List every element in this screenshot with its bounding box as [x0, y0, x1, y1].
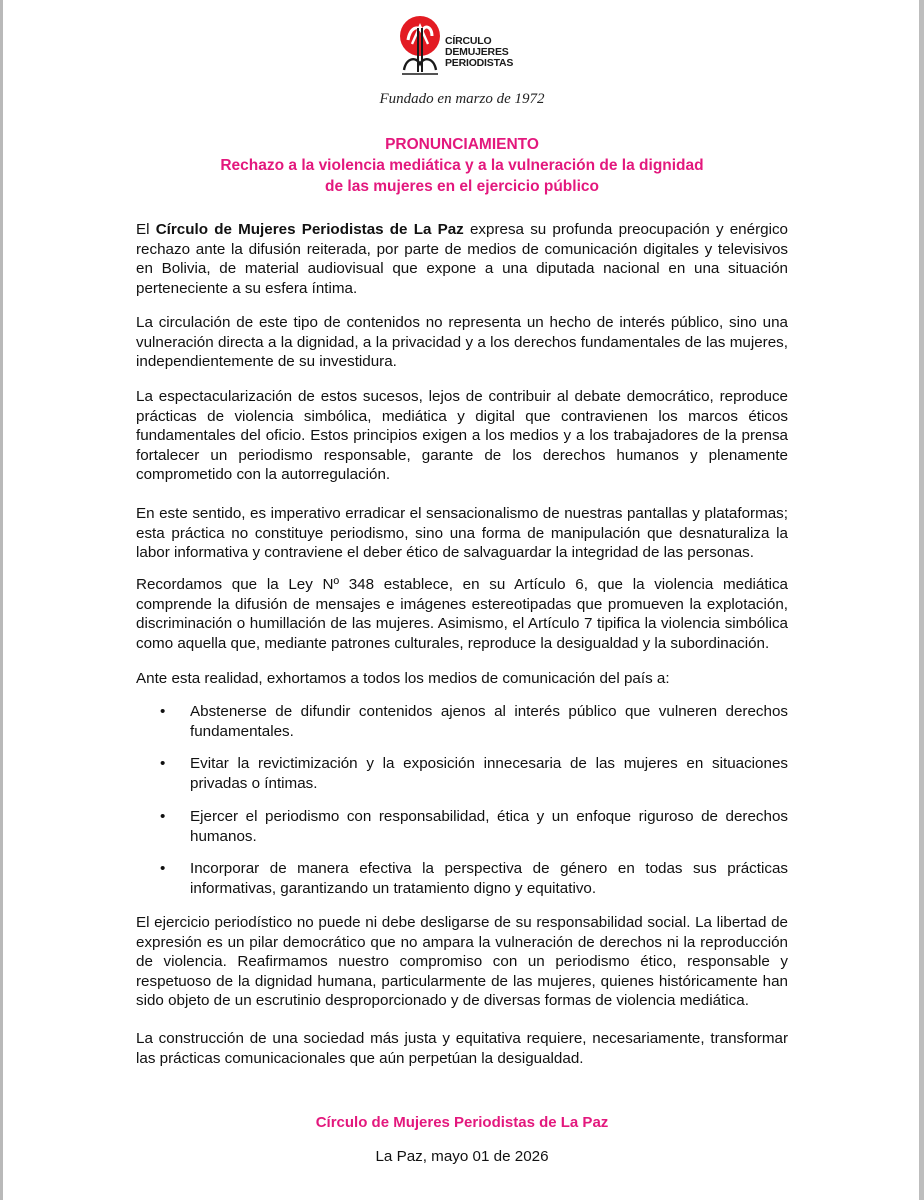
- organization-logo: [398, 14, 548, 84]
- logo-line-1: CÍRCULO: [445, 35, 492, 47]
- paragraph-1-org-name: Círculo de Mujeres Periodistas de La Paz: [155, 221, 464, 238]
- paragraph-3: La espectacularización de estos sucesos, lejos de contribuir al debate democrático, reproduce prácticas de violencia simbólica, mediática y digital que contravienen los marcos éticos fundamentales del oficio. Estos principios exigen a los medios y a los trabajadores de la prensa fortalecer un periodismo responsable, garante de los derechos humanos y plenamente comprometido con la autorregulación.: [136, 388, 788, 484]
- list-item-text: Abstenerse de difundir contenidos ajenos al interés público que vulneren derechos fundamentales.: [190, 703, 788, 740]
- paragraph-2: La circulación de este tipo de contenidos no representa un hecho de interés público, sino una vulneración directa a la dignidad, a la privacidad y a los derechos fundamentales de las mujeres, independientemente de su investidura.: [136, 314, 788, 371]
- list-item-text: Incorporar de manera efectiva la perspectiva de género en todas sus prácticas informativas, garantizando un tratamiento digno y equitativo.: [190, 860, 788, 897]
- logo-wordmark: [445, 36, 513, 69]
- list-item-text: Evitar la revictimización y la exposición innecesaria de las mujeres en situaciones privadas o íntimas.: [190, 755, 788, 792]
- document-subtitle-line-1: Rechazo a la violencia mediática y a la vulneración de la dignidad: [220, 157, 704, 174]
- logo-line-3: PERIODISTAS: [445, 57, 514, 69]
- paragraph-1-prefix: El: [136, 221, 156, 238]
- document-title: PRONUNCIAMIENTO: [385, 136, 539, 153]
- paragraph-4: En este sentido, es imperativo erradicar el sensacionalismo de nuestras pantallas y plataformas; esta práctica no constituye periodismo, sino una forma de manipulación que desnaturaliza la labor informativa y contraviene el deber ético de salvaguardar la integridad de las personas.: [136, 505, 788, 562]
- paragraph-6: Ante esta realidad, exhortamos a todos los medios de comunicación del país a:: [136, 670, 670, 687]
- document-subtitle-line-2: de las mujeres en el ejercicio público: [325, 178, 599, 195]
- signature: Círculo de Mujeres Periodistas de La Paz: [315, 1114, 609, 1131]
- bullet-icon: •: [160, 860, 166, 877]
- founded-tagline: Fundado en marzo de 1972: [379, 91, 545, 107]
- paragraph-8: La construcción de una sociedad más justa y equitativa requiere, necesariamente, transformar las prácticas comunicacionales que aún perpetúan la desigualdad.: [136, 1030, 788, 1067]
- logo-line-2: DEMUJERES: [445, 46, 509, 58]
- bullet-icon: •: [160, 808, 166, 825]
- bullet-icon: •: [160, 755, 166, 772]
- paragraph-1: [136, 220, 788, 298]
- paragraph-5: Recordamos que la Ley Nº 348 establece, en su Artículo 6, que la violencia mediática comprende la difusión de mensajes e imágenes estereotipadas que promueven la explotación, discriminación o humillación de las mujeres. Asimismo, el Artículo 7 tipifica la violencia simbólica como aquella que, mediante patrones culturales, reproduce la desigualdad y la subordinación.: [136, 576, 788, 652]
- paragraph-1-text: expresa su profunda preocupación y enérgico rechazo ante la difusión reiterada, por parte de medios de comunicación digitales y televisivos en Bolivia, de material audiovisual que expone a una diputada nacional en una situación perteneciente a su esfera íntima.: [136, 221, 788, 297]
- paragraph-7: El ejercicio periodístico no puede ni debe desligarse de su responsabilidad social. La libertad de expresión es un pilar democrático que no ampara la vulneración de derechos ni la reproducción de violencia. Reafirmamos nuestro compromiso con un periodismo ético, responsable y respetuoso de la dignidad humana, particularmente de las mujeres, quienes históricamente han sido objeto de un escrutinio desproporcionado y de diversas formas de violencia mediática.: [136, 914, 788, 1010]
- bullet-icon: •: [160, 703, 166, 720]
- list-item-text: Ejercer el periodismo con responsabilidad, ética y un enfoque riguroso de derechos humanos.: [190, 808, 788, 845]
- document-date: La Paz, mayo 01 de 2026: [375, 1148, 549, 1165]
- logo-mark-icon: [398, 14, 446, 82]
